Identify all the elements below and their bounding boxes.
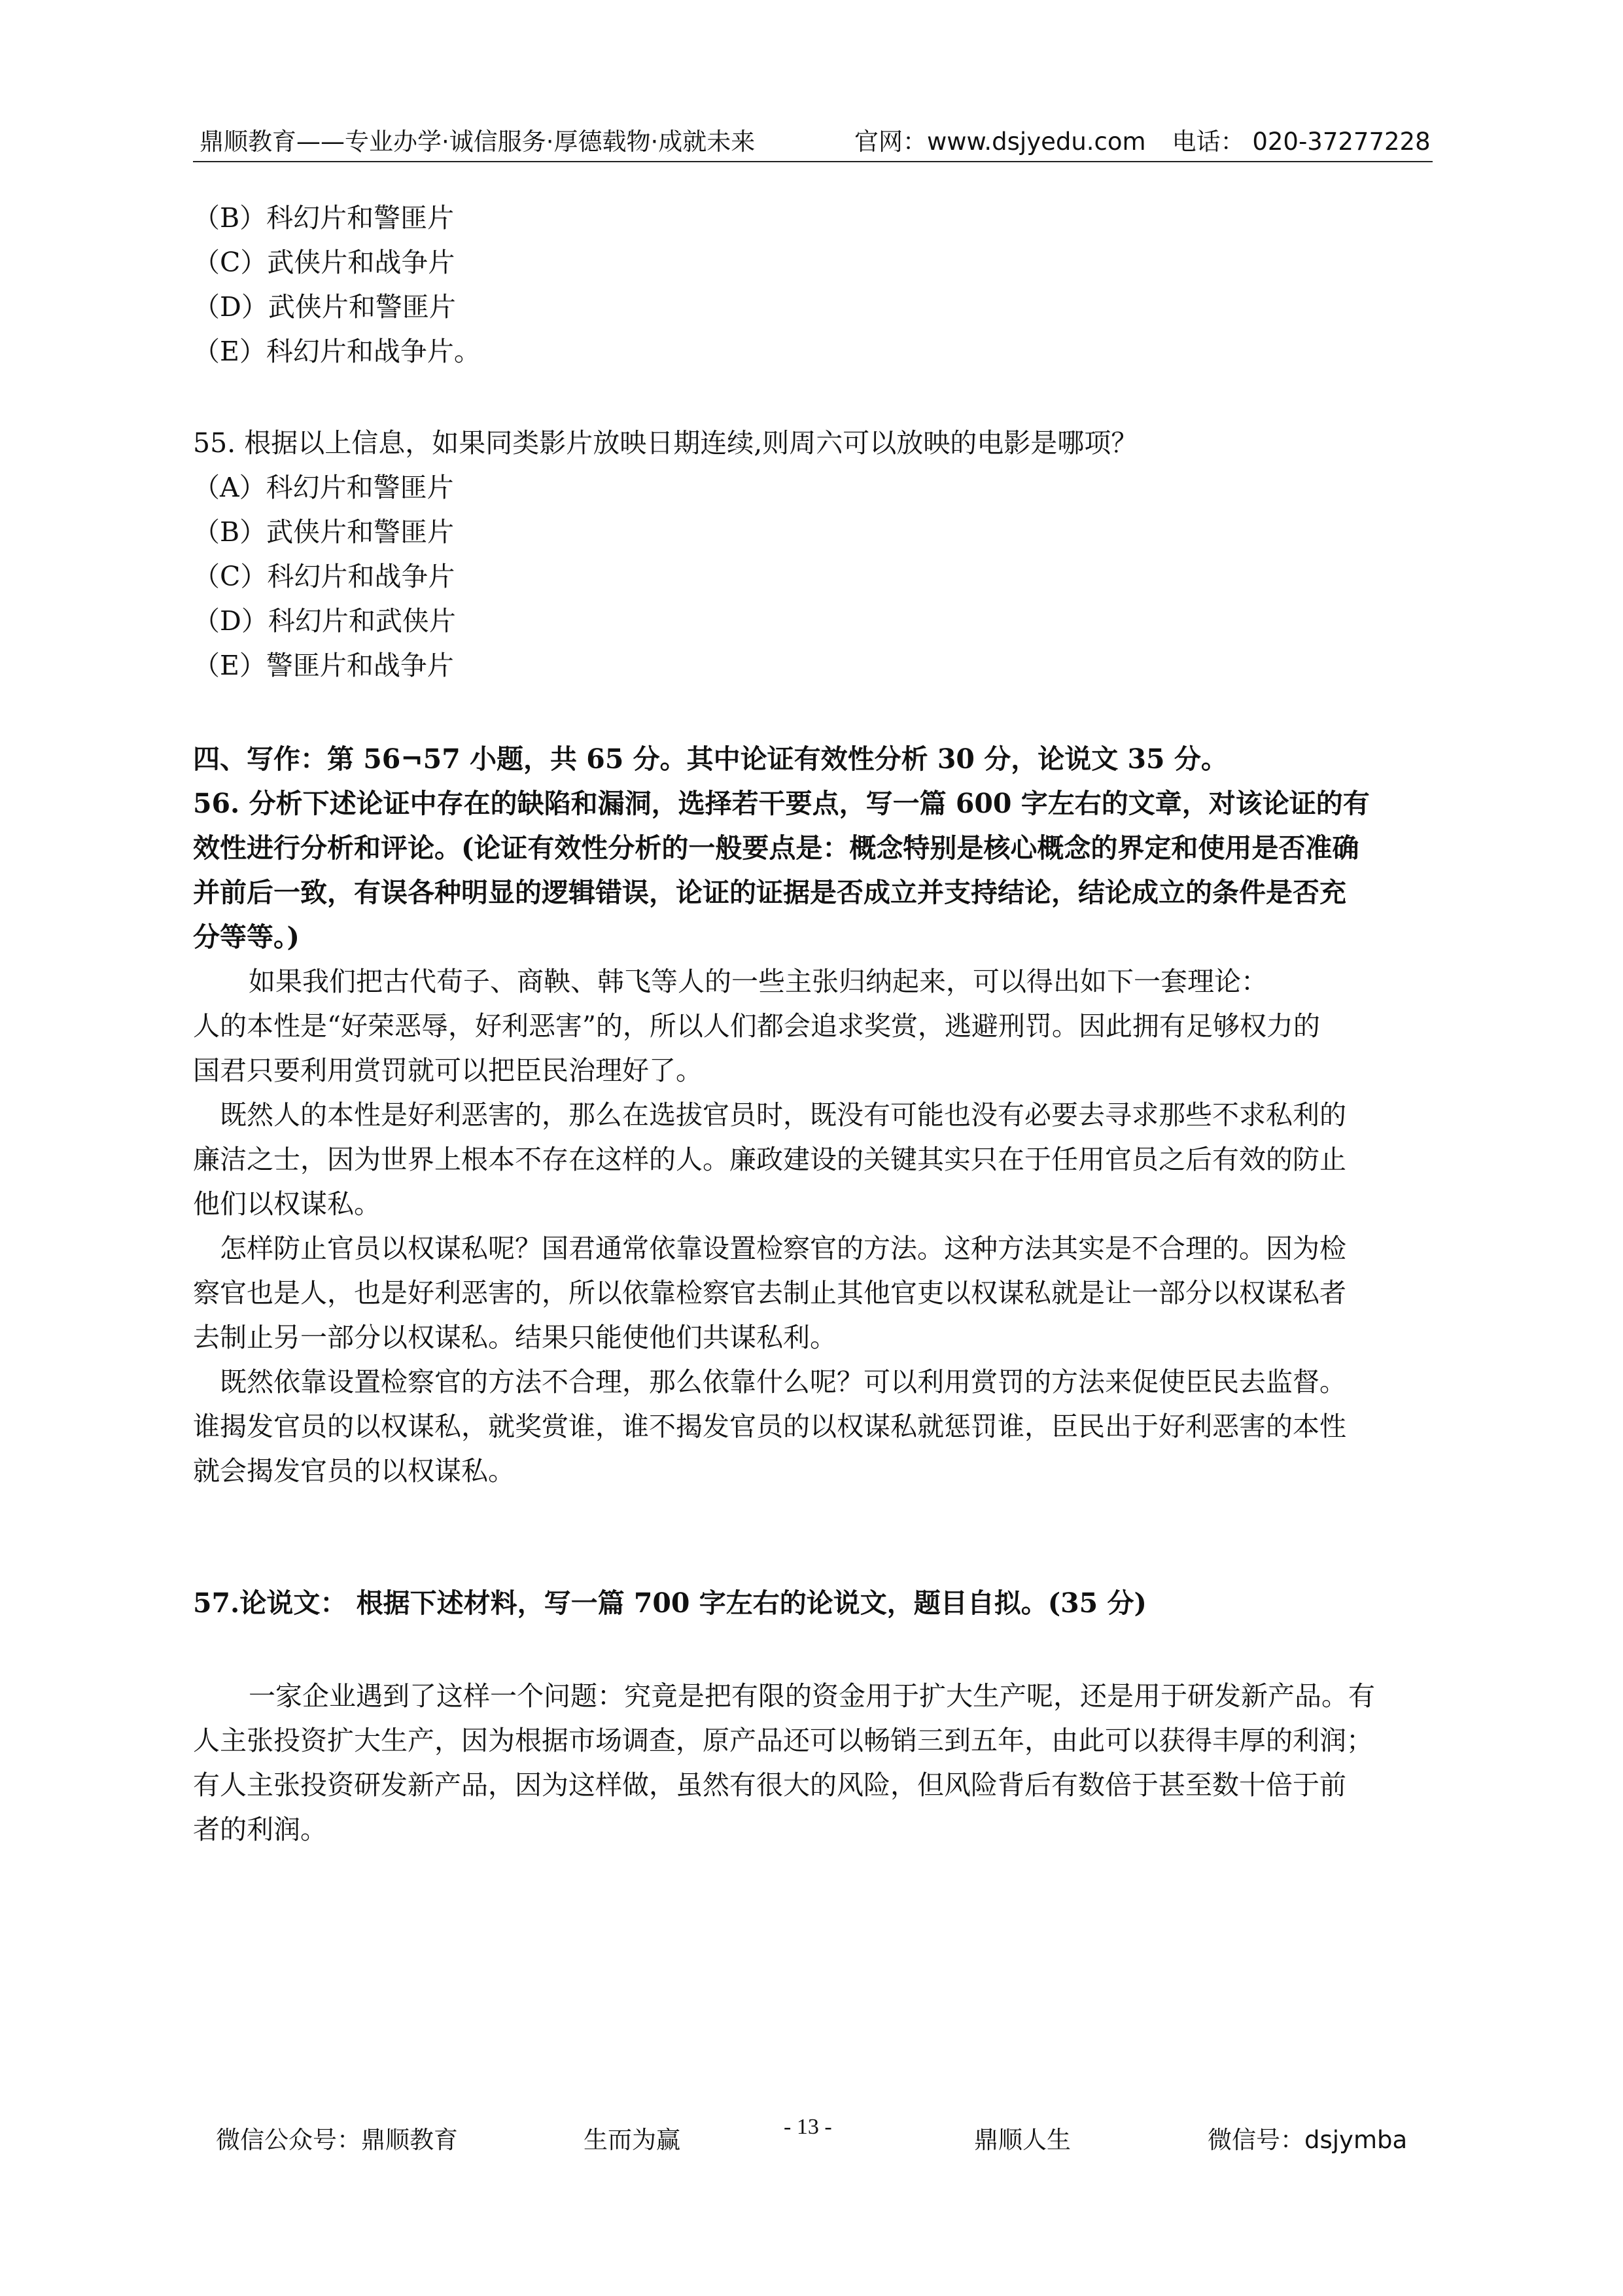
header-website: 官网：www.dsjyedu.com	[854, 128, 1146, 156]
passage-line: 察官也是人，也是好利恶害的，所以依靠检察官去制止其他官吏以权谋私就是让一部分以权谋私者	[193, 1277, 1346, 1309]
header-slogan: 鼎顺教育——专业办学·诚信服务·厚德载物·成就未来	[200, 128, 756, 156]
header-contact	[854, 122, 1431, 157]
material-line: 一家企业遇到了这样一个问题：究竟是把有限的资金用于扩大生产呢，还是用于研发新产品。有	[249, 1680, 1375, 1712]
passage-line: 人的本性是“好荣恶辱，好利恶害”的，所以人们都会追求奖赏，逃避刑罚。因此拥有足够权力的	[193, 1010, 1320, 1042]
footer-wechat-id: 微信号：dsjymba	[1208, 2126, 1408, 2154]
q55-option-b: （B）武侠片和警匪片	[193, 516, 455, 548]
option-b: （B）科幻片和警匪片	[193, 202, 455, 234]
q55-option-a: （A）科幻片和警匪片	[193, 472, 454, 503]
passage-line: 他们以权谋私。	[193, 1188, 381, 1220]
material-line: 有人主张投资研发新产品，因为这样做，虽然有很大的风险，但风险背后有数倍于甚至数十倍于前	[193, 1769, 1346, 1801]
passage-line: 去制止另一部分以权谋私。结果只能使他们共谋私利。	[193, 1322, 837, 1353]
q55-option-e: （E）警匪片和战争片	[193, 650, 454, 681]
material-line: 人主张投资扩大生产，因为根据市场调查，原产品还可以畅销三到五年，由此可以获得丰厚的利润；	[193, 1725, 1373, 1756]
question-56-line-3: 并前后一致，有误各种明显的逻辑错误，论证的证据是否成立并支持结论，结论成立的条件是否充	[193, 877, 1346, 908]
footer-brand: 鼎顺人生	[974, 2126, 1071, 2154]
header-divider	[193, 161, 1433, 162]
passage-line: 既然依靠设置检察官的方法不合理，那么依靠什么呢？可以利用赏罚的方法来促使臣民去监督。	[220, 1366, 1346, 1398]
passage-line: 谁揭发官员的以权谋私，就奖赏谁，谁不揭发官员的以权谋私就惩罚谁，臣民出于好利恶害的本性	[193, 1411, 1346, 1442]
passage-line: 廉洁之士，因为世界上根本不存在这样的人。廉政建设的关键其实只在于任用官员之后有效的防止	[193, 1144, 1346, 1175]
option-e: （E）科幻片和战争片。	[193, 336, 481, 367]
question-55: 55. 根据以上信息，如果同类影片放映日期连续,则周六可以放映的电影是哪项？	[193, 427, 1138, 459]
q55-option-d: （D）科幻片和武侠片	[193, 605, 456, 637]
passage-line: 就会揭发官员的以权谋私。	[193, 1455, 515, 1487]
footer-motto: 生而为赢	[584, 2126, 680, 2154]
question-56-line-4: 分等等。)	[193, 921, 300, 953]
question-57: 57.论说文： 根据下述材料，写一篇 700 字左右的论说文，题目自拟。(35 分)	[193, 1587, 1147, 1619]
page-number: - 13 -	[784, 2115, 832, 2139]
passage-line: 国君只要利用赏罚就可以把臣民治理好了。	[193, 1055, 703, 1086]
material-line: 者的利润。	[193, 1814, 327, 1845]
header-phone: 电话： 020-37277228	[1172, 128, 1431, 156]
passage-line: 怎样防止官员以权谋私呢？国君通常依靠设置检察官的方法。这种方法其实是不合理的。因为检	[220, 1233, 1346, 1264]
option-c: （C）武侠片和战争片	[193, 247, 455, 278]
q55-option-c: （C）科幻片和战争片	[193, 561, 455, 592]
section-heading: 四、写作：第 56¬57 小题，共 65 分。其中论证有效性分析 30 分，论说文 35 分。	[193, 743, 1228, 775]
passage-line: 既然人的本性是好利恶害的，那么在选拔官员时，既没有可能也没有必要去寻求那些不求私利的	[220, 1099, 1346, 1131]
question-56-line-2: 效性进行分析和评论。(论证有效性分析的一般要点是：概念特别是核心概念的界定和使用是否准确	[193, 832, 1359, 864]
question-56-line-1: 56. 分析下述论证中存在的缺陷和漏洞，选择若干要点，写一篇 600 字左右的文章，对该论证的有	[193, 788, 1370, 819]
footer-wechat-account: 微信公众号：鼎顺教育	[216, 2126, 458, 2154]
option-d: （D）武侠片和警匪片	[193, 291, 456, 323]
passage-line: 如果我们把古代荀子、商鞅、韩飞等人的一些主张归纳起来，可以得出如下一套理论：	[249, 966, 1268, 997]
